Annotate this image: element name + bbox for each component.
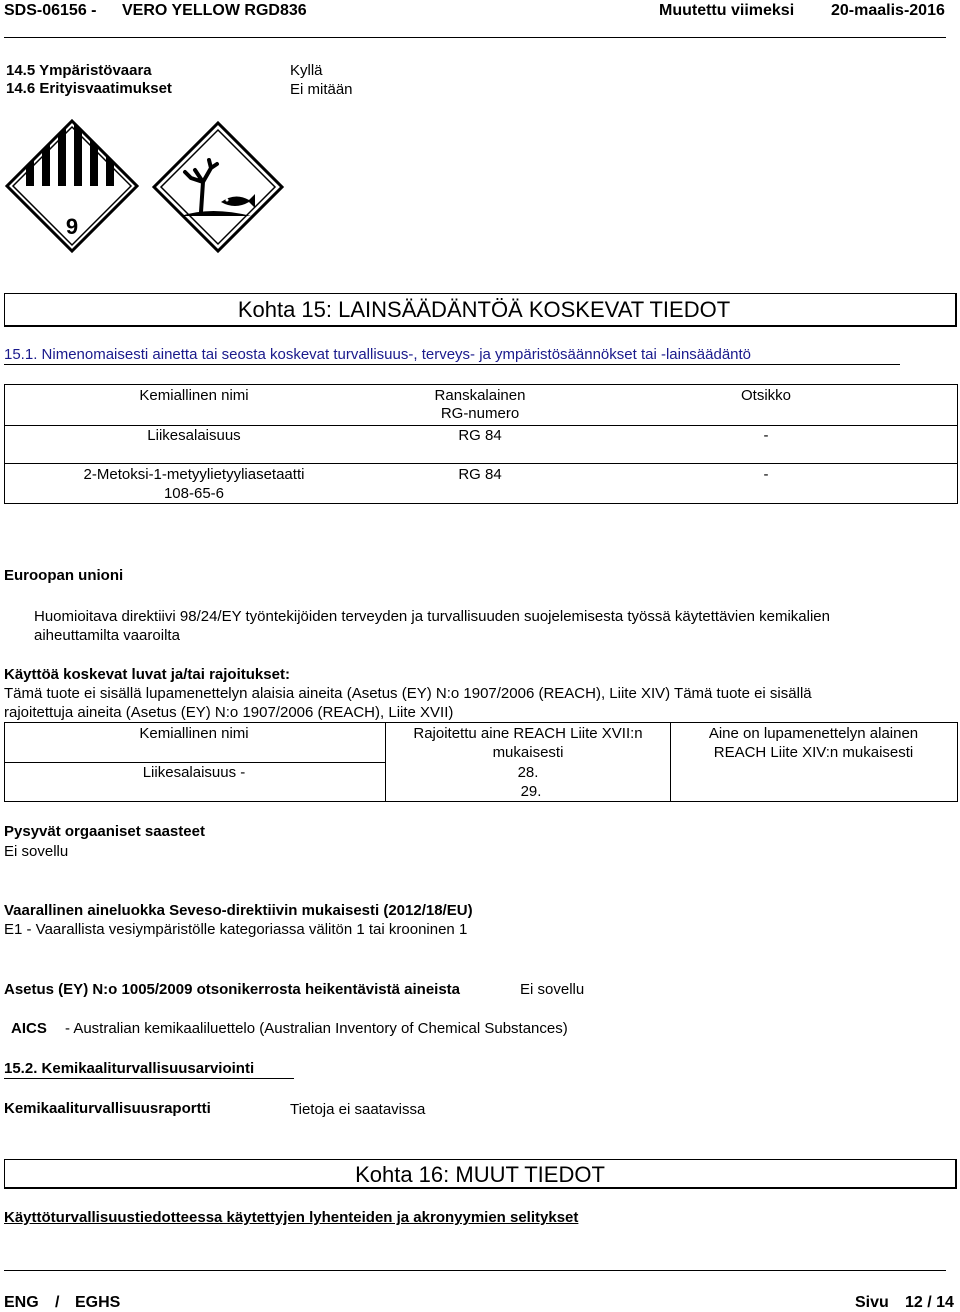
restrictions-text-line2: rajoitettuja aineita (Asetus (EY) N:o 1907/2006 (REACH), Liite XVII) — [4, 704, 454, 721]
aics-description: - Australian kemikaaliluettelo (Australian Inventory of Chemical Substances) — [65, 1020, 568, 1037]
seveso-heading: Vaarallinen aineluokka Seveso-direktiivin mukaisesti (2012/18/EU) — [4, 902, 473, 919]
reach-col-authorisation-b: REACH Liite XIV:n mukaisesti — [713, 744, 914, 761]
restrictions-heading: Käyttöä koskevat luvat ja/tai rajoitukset: — [4, 666, 290, 683]
pop-value: Ei sovellu — [4, 843, 69, 860]
section-16-title: Kohta 16: MUUT TIEDOT — [355, 1162, 605, 1187]
reach-col-restricted-a: Rajoitettu aine REACH Liite XVII:n — [413, 725, 643, 742]
reach-row-name: Liikesalaisuus - — [142, 764, 246, 781]
reach-row-value-2: 29. — [520, 783, 542, 800]
ozone-label: Asetus (EY) N:o 1005/2009 otsonikerrosta heikentävistä aineista — [4, 981, 461, 998]
reach-col-restricted-b: mukaisesti — [492, 744, 564, 761]
footer-rule — [4, 1270, 946, 1271]
doc-id: SDS-06156 - — [4, 2, 97, 19]
pop-heading: Pysyvät orgaaniset saasteet — [4, 823, 205, 840]
rg-col-number-b: RG-numero — [440, 405, 520, 422]
footer-format: EGHS — [75, 1294, 121, 1311]
rg-row2-cas: 108-65-6 — [163, 485, 225, 502]
rg-row1-name: Liikesalaisuus — [147, 427, 241, 444]
rg-col-title: Otsikko — [740, 387, 791, 404]
rg-row2-number: RG 84 — [458, 466, 502, 483]
footer-separator: / — [55, 1294, 60, 1311]
rg-table-rule-1 — [4, 425, 958, 426]
restrictions-text-line1: Tämä tuote ei sisällä lupamenettelyn alaisia aineita (Asetus (EY) N:o 1907/2006 (REACH), Liite XIV) Tämä tuote ei sisällä — [4, 685, 812, 702]
subsection-15-1: 15.1. Nimenomaisesti ainetta tai seosta koskevat turvallisuus-, terveys- ja ympäristösäännökset tai -lainsäädäntö — [4, 346, 752, 363]
special-req-label: 14.6 Erityisvaatimukset — [6, 80, 172, 97]
reach-col-authorisation-a: Aine on lupamenettelyn alainen — [708, 725, 919, 742]
environment-hazard-icon — [151, 120, 285, 254]
footer-page-number: 12 / 14 — [905, 1294, 954, 1311]
section-15-title: Kohta 15: LAINSÄÄDÄNTÖÄ KOSKEVAT TIEDOT — [237, 297, 731, 322]
eu-text-line1: Huomioitava direktiivi 98/24/EY työntekijöiden terveyden ja turvallisuuden suojelemisesta työssä käytettävien kemikalien — [34, 608, 830, 625]
rg-row2-title: - — [763, 466, 769, 483]
ozone-value: Ei sovellu — [520, 981, 585, 998]
report-value: Tietoja ei saatavissa — [290, 1101, 426, 1118]
footer-page-label: Sivu — [855, 1294, 889, 1311]
subsection-15-2-rule — [4, 1078, 294, 1079]
abbreviations-heading: Käyttöturvallisuustiedotteessa käytettyjen lyhenteiden ja akronyymien selitykset — [4, 1209, 579, 1226]
special-req-value: Ei mitään — [290, 81, 353, 98]
aics-abbreviation: AICS — [11, 1020, 47, 1037]
footer-language: ENG — [4, 1294, 39, 1311]
env-hazard-label: 14.5 Ympäristövaara — [6, 62, 152, 79]
hazard-class-9-icon — [4, 118, 140, 254]
rg-row1-title: - — [763, 427, 769, 444]
rg-row1-number: RG 84 — [458, 427, 502, 444]
eu-heading: Euroopan unioni — [4, 567, 124, 584]
class9-number: 9 — [65, 214, 79, 239]
rg-col-number-a: Ranskalainen — [434, 387, 526, 404]
env-hazard-value: Kyllä — [290, 62, 323, 79]
reach-row-value-1: 28. — [517, 764, 539, 781]
subsection-15-1-rule — [4, 364, 900, 365]
reach-col-name: Kemiallinen nimi — [139, 725, 249, 742]
rg-col-name: Kemiallinen nimi — [139, 387, 249, 404]
modified-date: 20-maalis-2016 — [831, 2, 945, 19]
rg-table-rule-2 — [4, 463, 958, 464]
product-name: VERO YELLOW RGD836 — [122, 2, 307, 19]
report-label: Kemikaaliturvallisuusraportti — [4, 1100, 211, 1117]
seveso-value: E1 - Vaarallista vesiympäristölle kategoriassa välitön 1 tai krooninen 1 — [4, 921, 468, 938]
rg-row2-name: 2-Metoksi-1-metyylietyyliasetaatti — [83, 466, 305, 483]
eu-text-line2: aiheuttamilta vaaroilta — [34, 627, 180, 644]
modified-label: Muutettu viimeksi — [659, 2, 795, 19]
subsection-15-2: 15.2. Kemikaaliturvallisuusarviointi — [4, 1060, 255, 1077]
header-rule — [4, 37, 946, 38]
reach-table-rule-left — [4, 762, 386, 763]
